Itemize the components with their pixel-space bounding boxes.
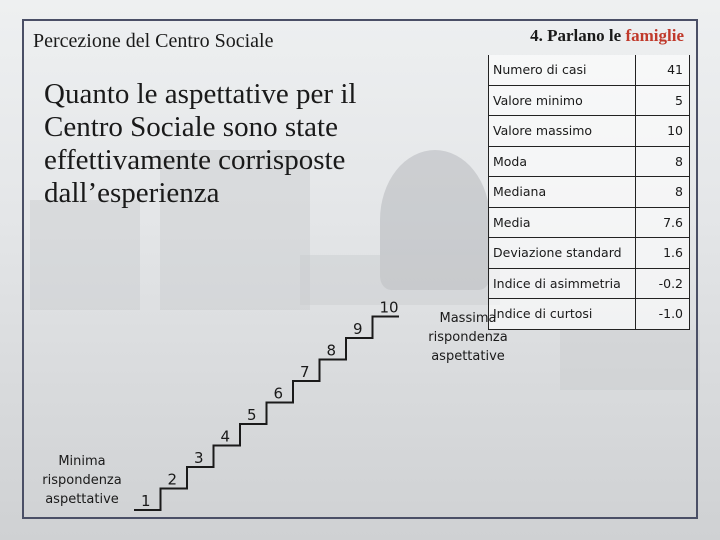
step-label: 8 <box>326 341 337 360</box>
stats-label: Media <box>489 207 636 238</box>
step-label: 2 <box>167 470 178 489</box>
step-label: 5 <box>247 406 257 424</box>
stats-value: 10 <box>636 116 690 147</box>
stats-label: Valore minimo <box>489 85 636 116</box>
stats-label: Valore massimo <box>489 116 636 147</box>
stats-value: -1.0 <box>636 299 690 330</box>
stats-value: 1.6 <box>636 238 690 269</box>
min-expectation-label: Minima rispondenza aspettative <box>42 454 122 507</box>
stats-value: 5 <box>636 85 690 116</box>
stats-value: -0.2 <box>636 268 690 299</box>
stats-value: 7.6 <box>636 207 690 238</box>
question-text: Quanto le aspettative per il Centro Sociale sono state effettivamente corrisposte dall’esperienza <box>44 78 357 209</box>
stats-label: Indice di curtosi <box>489 299 636 330</box>
stats-label: Moda <box>489 146 636 177</box>
step-label: 4 <box>220 427 231 446</box>
stats-label: Numero di casi <box>489 55 636 85</box>
step-label: 3 <box>194 449 204 467</box>
step-label: 7 <box>300 363 310 381</box>
stats-label: Mediana <box>489 177 636 208</box>
step-label: 6 <box>273 384 284 403</box>
step-label: 10 <box>379 298 399 317</box>
step-label: 9 <box>353 320 363 338</box>
max-expectation-label: Massima rispondenza aspettative <box>428 311 508 364</box>
header-title: Percezione del Centro Sociale <box>33 30 274 52</box>
stats-value: 41 <box>636 55 690 85</box>
stats-label: Indice di asimmetria <box>489 268 636 299</box>
stats-value: 8 <box>636 146 690 177</box>
stats-value: 8 <box>636 177 690 208</box>
step-label: 1 <box>141 492 151 510</box>
stats-label: Deviazione standard <box>489 238 636 269</box>
section-title-accent: famiglie <box>625 26 684 45</box>
section-title-prefix: 4. Parlano le <box>530 26 622 45</box>
